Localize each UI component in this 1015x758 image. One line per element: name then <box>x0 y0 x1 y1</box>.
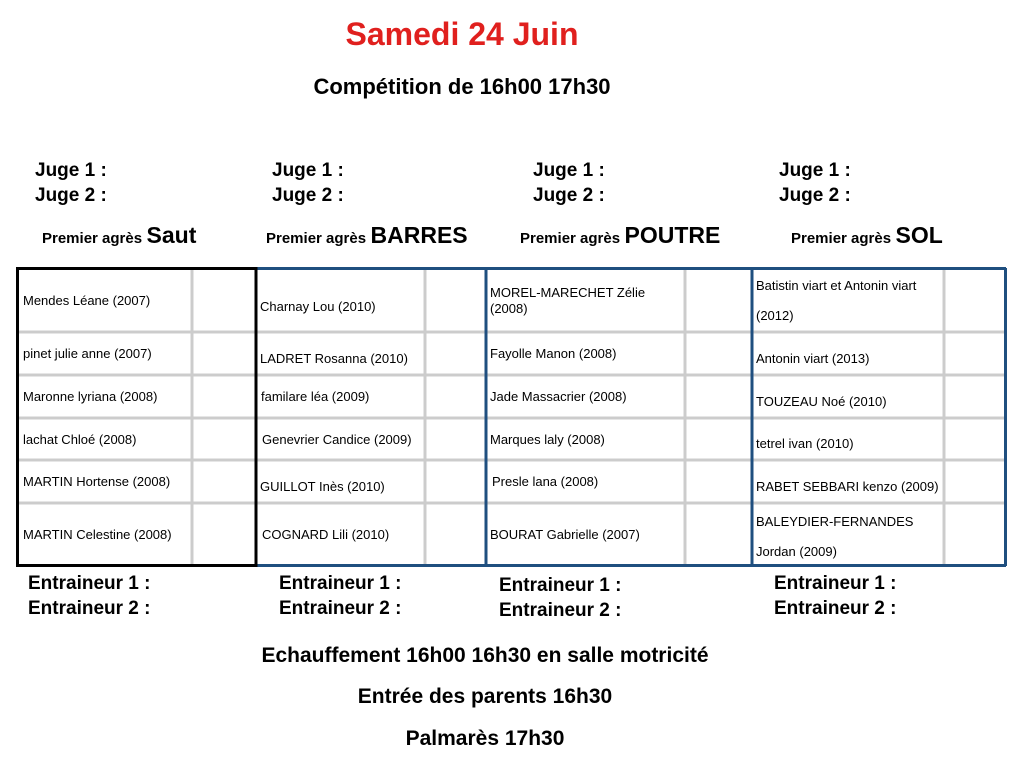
gymnast-cell: MARTIN Hortense (2008) <box>23 474 171 489</box>
coaches-poutre <box>499 573 621 623</box>
gymnast-cell: BOURAT Gabrielle (2007) <box>490 526 640 542</box>
premier-agres-label: Premier agrès <box>266 230 367 247</box>
competition-time: Compétition de 16h00 17h30 <box>313 74 611 99</box>
coaches-barres <box>279 571 401 621</box>
gymnast-cell: Fayolle Manon (2008) <box>490 346 617 361</box>
coach-2-label: Entraineur 2 : <box>499 600 622 621</box>
coach-1-label: Entraineur 1 : <box>499 575 622 596</box>
gymnast-cell: tetrel ivan (2010) <box>756 435 854 451</box>
gymnast-cell: TOUZEAU Noé (2010) <box>756 394 887 409</box>
coaches-sol <box>774 571 896 621</box>
gymnast-cell: LADRET Rosanna (2010) <box>260 351 408 366</box>
judge-2-label: Juge 2 : <box>779 185 851 206</box>
gymnast-cell: Genevrier Candice (2009) <box>262 431 412 447</box>
gymnast-cell: RABET SEBBARI kenzo (2009) <box>756 479 939 494</box>
parents-entry-info: Entrée des parents 16h30 <box>357 685 613 708</box>
gymnast-cell: Mendes Léane (2007) <box>23 293 151 308</box>
gymnast-cell: Marques laly (2008) <box>490 431 605 447</box>
coach-2-label: Entraineur 2 : <box>28 598 151 619</box>
gymnast-cell: GUILLOT Inès (2010) <box>260 479 385 494</box>
apparatus-name: POUTRE <box>624 222 721 248</box>
coach-1-label: Entraineur 1 : <box>774 573 897 594</box>
coach-1-label: Entraineur 1 : <box>279 573 402 594</box>
apparatus-name: SOL <box>895 222 943 248</box>
gymnast-cell: COGNARD Lili (2010) <box>262 526 390 542</box>
gymnast-cell: BALEYDIER-FERNANDES Jordan (2009) <box>756 514 914 559</box>
judges-barres <box>272 158 344 208</box>
judge-1-label: Juge 1 : <box>272 160 344 181</box>
judges-saut <box>35 158 107 208</box>
gymnast-cell: Charnay Lou (2010) <box>260 299 376 314</box>
gymnast-cell: Presle lana (2008) <box>492 474 599 489</box>
gymnast-cell: Batistin viart et Antonin viart (2012) <box>756 278 917 323</box>
premier-agres-barres <box>266 220 468 254</box>
apparatus-name: BARRES <box>370 222 468 248</box>
judge-1-label: Juge 1 : <box>533 160 605 181</box>
warmup-info: Echauffement 16h00 16h30 en salle motricité <box>261 644 709 667</box>
coach-2-label: Entraineur 2 : <box>279 598 402 619</box>
coach-2-label: Entraineur 2 : <box>774 598 897 619</box>
judges-poutre <box>533 158 605 208</box>
premier-agres-sol <box>791 220 943 254</box>
coach-1-label: Entraineur 1 : <box>28 573 151 594</box>
rotation-table <box>16 267 1007 567</box>
gymnast-cell: Maronne lyriana (2008) <box>23 389 158 404</box>
gymnast-cell: Antonin viart (2013) <box>756 351 870 366</box>
premier-agres-label: Premier agrès <box>791 230 892 247</box>
gymnast-cell: lachat Chloé (2008) <box>23 431 137 447</box>
gymnast-cell: Jade Massacrier (2008) <box>490 389 627 404</box>
coaches-saut <box>28 571 150 621</box>
premier-agres-saut <box>42 220 196 254</box>
judge-1-label: Juge 1 : <box>779 160 851 181</box>
judge-2-label: Juge 2 : <box>272 185 344 206</box>
gymnast-cell: familare léa (2009) <box>261 389 370 404</box>
judge-2-label: Juge 2 : <box>533 185 605 206</box>
premier-agres-label: Premier agrès <box>520 230 621 247</box>
gymnast-cell: MOREL-MARECHET Zélie (2008) <box>490 285 646 316</box>
premier-agres-poutre <box>520 220 720 254</box>
judge-2-label: Juge 2 : <box>35 185 107 206</box>
judge-1-label: Juge 1 : <box>35 160 107 181</box>
awards-info: Palmarès 17h30 <box>405 727 565 750</box>
gymnast-cell: MARTIN Celestine (2008) <box>23 526 172 542</box>
page-title: Samedi 24 Juin <box>345 16 579 52</box>
premier-agres-label: Premier agrès <box>42 230 143 247</box>
judges-sol <box>779 158 851 208</box>
gymnast-cell: pinet julie anne (2007) <box>23 346 152 361</box>
apparatus-name: Saut <box>146 222 197 248</box>
